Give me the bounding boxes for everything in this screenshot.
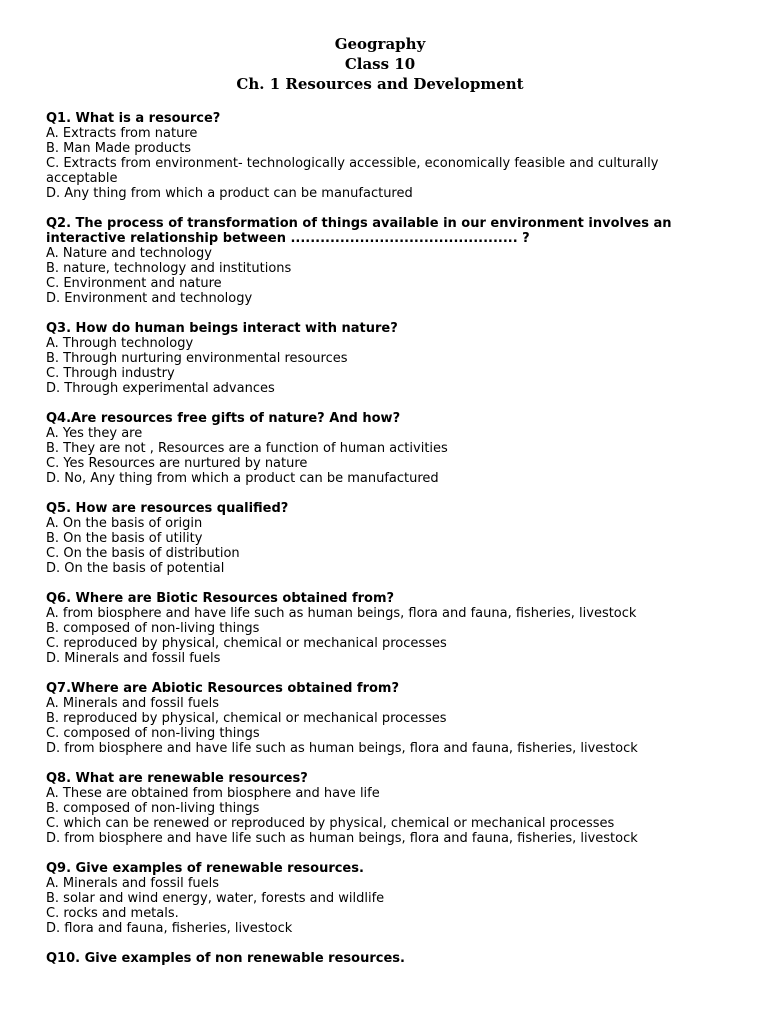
answer-option: B. They are not , Resources are a function of human activities [46,441,448,456]
answer-option: A. from biosphere and have life such as human beings, flora and fauna, fisheries, livestock [46,606,637,621]
answer-option: A. On the basis of origin [46,516,203,531]
answer-option: A. Nature and technology [46,246,212,261]
question-block [46,501,726,576]
question-block [46,771,726,846]
answer-option: A. Minerals and fossil fuels [46,876,220,891]
question-block [46,216,726,306]
answer-option: A. Extracts from nature [46,126,198,141]
answer-option: C. composed of non-living things [46,726,260,741]
answer-option: C. rocks and metals. [46,906,179,921]
question-block [46,411,726,486]
answer-option: C. Yes Resources are nurtured by nature [46,456,308,471]
answer-option: D. Environment and technology [46,291,253,306]
answer-option: B. Man Made products [46,141,192,156]
answer-option: D. Any thing from which a product can be manufactured [46,186,413,201]
question-title: Q7.Where are Abiotic Resources obtained from? [46,681,399,696]
class-title: Class 10 [344,55,416,73]
question-title: Q2. The process of transformation of things available in our environment involves an interactive relationship between .............................................. ? [46,216,672,246]
question-block [46,111,726,201]
subject-title: Geography [334,35,426,53]
question-block [46,861,726,936]
question-title: Q8. What are renewable resources? [46,771,308,786]
question-block [46,321,726,396]
answer-option: B. reproduced by physical, chemical or mechanical processes [46,711,447,726]
question-block [46,591,726,666]
document-header [0,34,760,94]
answer-option: C. Extracts from environment- technologically accessible, economically feasible and culturally acceptable [46,156,659,186]
answer-option: C. On the basis of distribution [46,546,240,561]
answer-option: A. These are obtained from biosphere and have life [46,786,380,801]
question-title: Q10. Give examples of non renewable resources. [46,951,405,966]
answer-option: D. On the basis of potential [46,561,225,576]
answer-option: D. flora and fauna, fisheries, livestock [46,921,293,936]
answer-option: D. Through experimental advances [46,381,275,396]
answer-option: C. Through industry [46,366,175,381]
answer-option: A. Minerals and fossil fuels [46,696,220,711]
answer-option: A. Yes they are [46,426,143,441]
question-block [46,951,726,966]
answer-option: D. No, Any thing from which a product can be manufactured [46,471,439,486]
question-title: Q9. Give examples of renewable resources. [46,861,364,876]
answer-option: C. Environment and nature [46,276,222,291]
question-title: Q1. What is a resource? [46,111,221,126]
answer-option: A. Through technology [46,336,194,351]
answer-option: B. Through nurturing environmental resources [46,351,348,366]
answer-option: B. composed of non-living things [46,621,260,636]
question-title: Q4.Are resources free gifts of nature? And how? [46,411,401,426]
question-list [46,111,726,981]
answer-option: C. reproduced by physical, chemical or mechanical processes [46,636,447,651]
question-title: Q5. How are resources qualified? [46,501,289,516]
answer-option: D. Minerals and fossil fuels [46,651,221,666]
answer-option: B. nature, technology and institutions [46,261,292,276]
answer-option: C. which can be renewed or reproduced by physical, chemical or mechanical processes [46,816,615,831]
answer-option: B. On the basis of utility [46,531,203,546]
answer-option: D. from biosphere and have life such as human beings, flora and fauna, fisheries, livestock [46,831,638,846]
answer-option: B. solar and wind energy, water, forests and wildlife [46,891,385,906]
question-title: Q3. How do human beings interact with nature? [46,321,398,336]
answer-option: D. from biosphere and have life such as human beings, flora and fauna, fisheries, livestock [46,741,638,756]
answer-option: B. composed of non-living things [46,801,260,816]
chapter-title: Ch. 1 Resources and Development [236,75,524,93]
question-title: Q6. Where are Biotic Resources obtained from? [46,591,395,606]
question-block [46,681,726,756]
